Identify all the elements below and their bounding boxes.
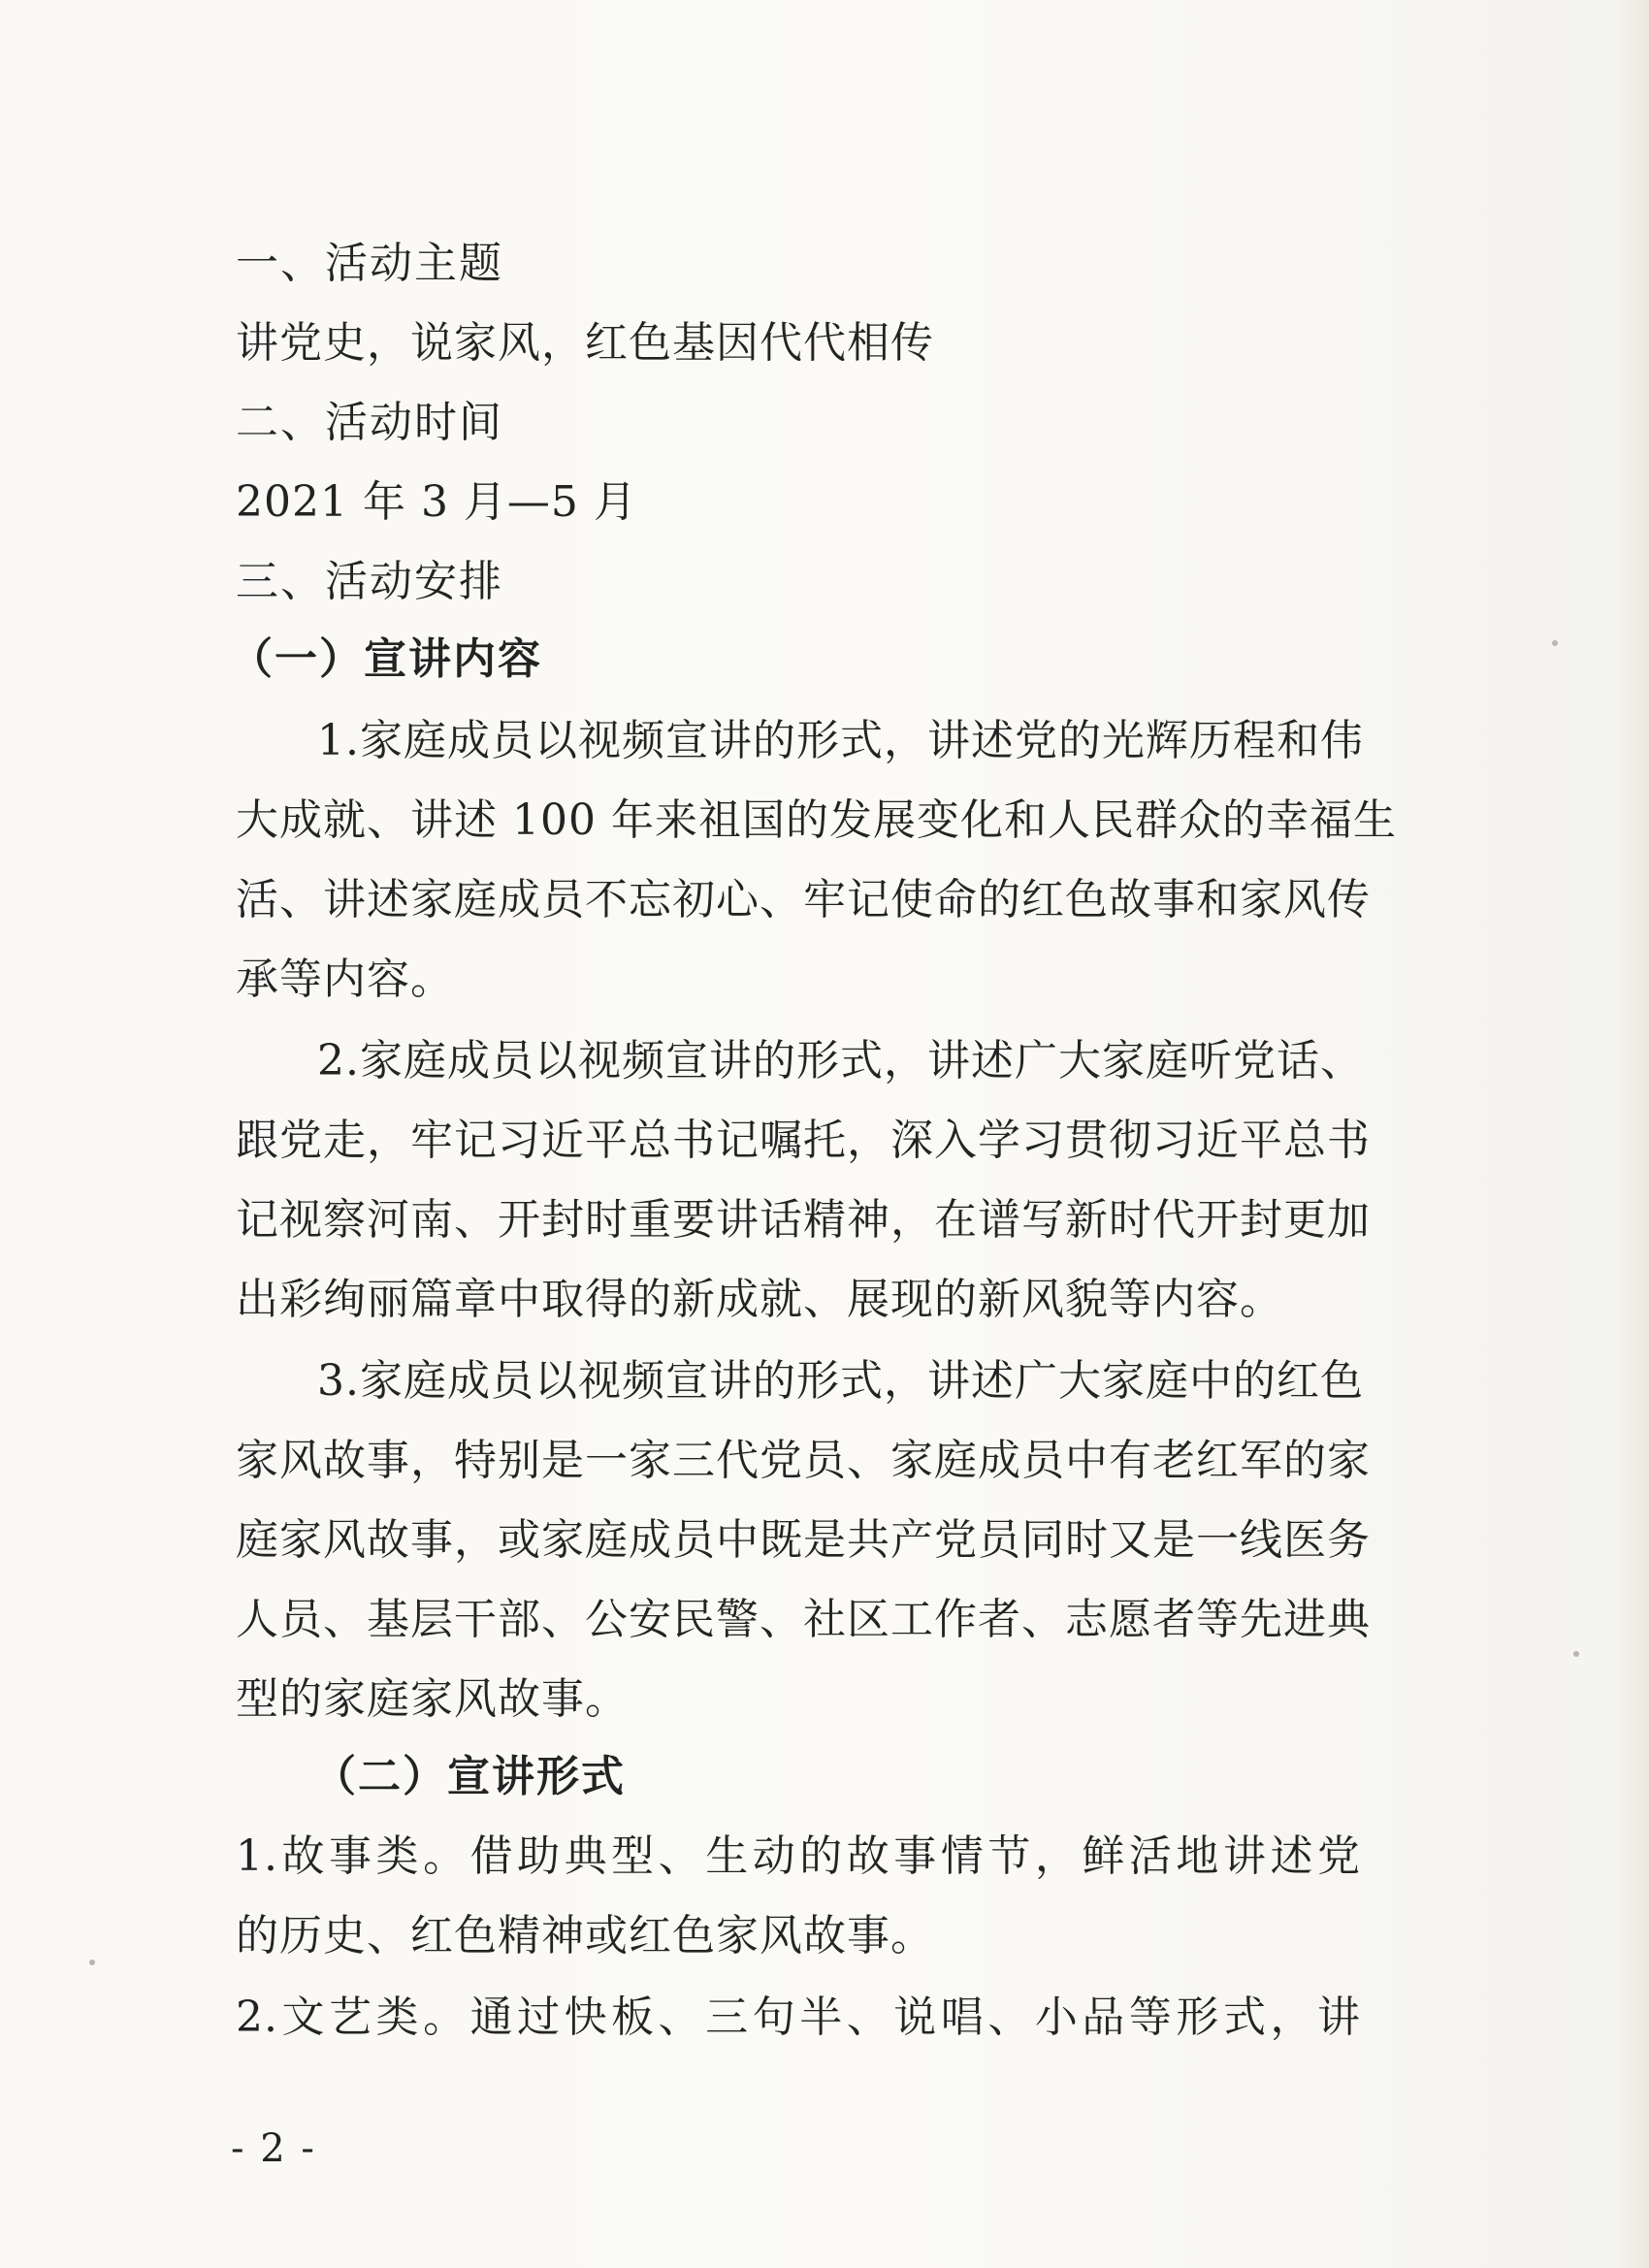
paragraph-line: 的历史、红色精神或红色家风故事。 [236,1911,934,1960]
paragraph-line: 2.文艺类。通过快板、三句半、说唱、小品等形式，讲 [236,1993,1361,2042]
paragraph-line: 3.家庭成员以视频宣讲的形式，讲述广大家庭中的红色 [317,1356,1364,1406]
paragraph-line: 2.家庭成员以视频宣讲的形式，讲述广大家庭听党话、 [317,1036,1364,1085]
paragraph-line: 跟党走，牢记习近平总书记嘱托，深入学习贯彻习近平总书 [236,1116,1371,1165]
paragraph-line: 型的家庭家风故事。 [236,1674,629,1724]
section-heading-theme: 一、活动主题 [236,239,503,288]
paragraph-line: 1.家庭成员以视频宣讲的形式，讲述党的光辉历程和伟 [317,716,1364,765]
scan-speck [1552,640,1558,646]
paragraph-line: 人员、基层干部、公安民警、社区工作者、志愿者等先进典 [236,1595,1371,1644]
paragraph-line: 出彩绚丽篇章中取得的新成就、展现的新风貌等内容。 [236,1275,1283,1324]
paragraph-line: 庭家风故事，或家庭成员中既是共产党员同时又是一线医务 [236,1515,1371,1565]
section-heading-arrangement: 三、活动安排 [236,557,503,606]
paragraph-line: 记视察河南、开封时重要讲话精神，在谱写新时代开封更加 [236,1195,1371,1245]
paragraph-line: 大成就、讲述 100 年来祖国的发展变化和人民群众的幸福生 [236,795,1397,845]
paragraph-line: 承等内容。 [236,955,454,1004]
scan-speck [89,1960,95,1965]
section-heading-time: 二、活动时间 [236,398,503,447]
section-body-time: 2021 年 3 月—5 月 [236,477,637,527]
paragraph-line: 家风故事，特别是一家三代党员、家庭成员中有老红军的家 [236,1436,1371,1485]
page-number: - 2 - [231,2126,316,2171]
paragraph-line: 活、讲述家庭成员不忘初心、牢记使命的红色故事和家风传 [236,875,1371,924]
subsection-title-format: （二）宣讲形式 [313,1752,626,1801]
section-body-theme: 讲党史，说家风，红色基因代代相传 [236,318,934,368]
scan-speck [1573,1651,1579,1657]
page-edge-shadow [1614,0,1649,2268]
subsection-title-content: （一）宣讲内容 [230,634,542,684]
paragraph-line: 1.故事类。借助典型、生动的故事情节，鲜活地讲述党 [236,1831,1361,1881]
